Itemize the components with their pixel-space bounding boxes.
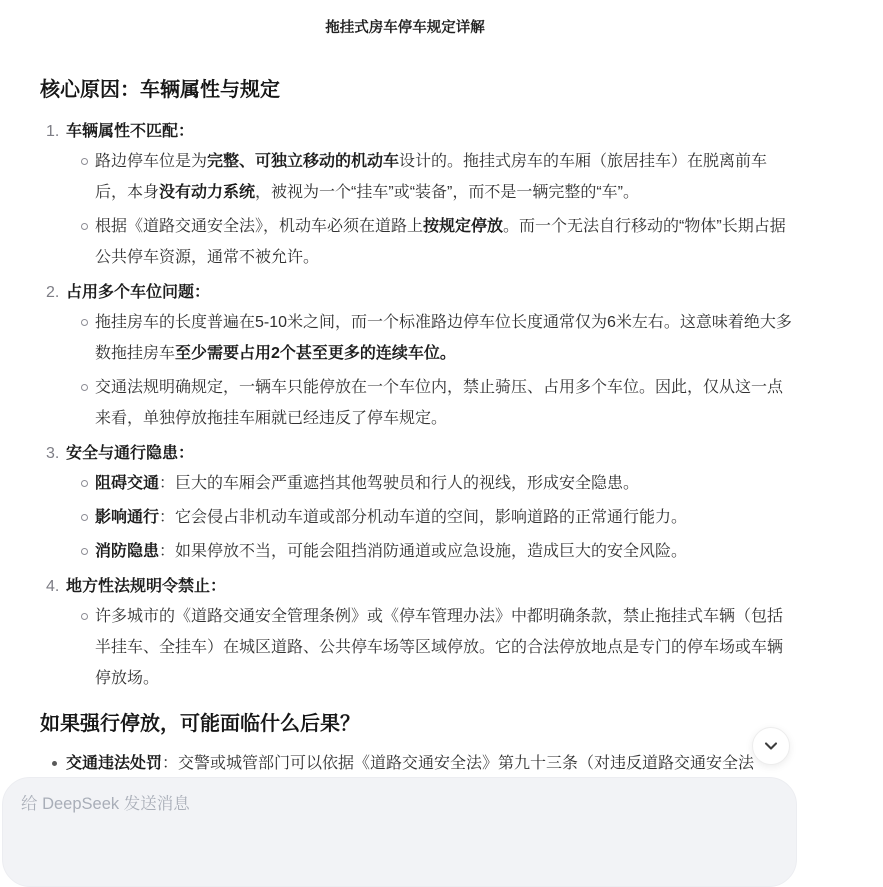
- chat-composer[interactable]: [2, 777, 797, 887]
- sub-bullet: [40, 146, 792, 208]
- scroll-to-bottom-button[interactable]: [752, 727, 790, 765]
- bullet-text: 许多城市的《道路交通安全管理条例》或《停车管理办法》中都明确条款，禁止拖挂式车辆（包括半挂车、全挂车）在城区道路、公共停车场等区域停放。它的合法停放地点是专门的停车场或车辆停放场。: [95, 608, 784, 687]
- list-item: [40, 573, 792, 694]
- section-heading-consequences: 如果强行停放，可能面临什么后果？: [40, 713, 360, 735]
- list-item-label-row: [40, 573, 792, 600]
- bullet-text: 拖挂房车的长度普遍在5-10米之间，而一个标准路边停车位长度通常仅为6米左右。这意味着绝大多数拖挂房车至少需要占用2个甚至更多的连续车位。: [95, 314, 792, 362]
- sub-bullet-list: [40, 307, 792, 434]
- list-item-label: 地方性法规明令禁止：: [66, 578, 227, 595]
- bullet-ring-icon: [81, 514, 88, 521]
- list-item-label-row: [40, 440, 792, 467]
- list-item-label: 车辆属性不匹配：: [66, 123, 195, 140]
- bullet-text: 消防隐患：如果停放不当，可能会阻挡消防通道或应急设施，造成巨大的安全风险。: [95, 543, 688, 560]
- bullet-text: 阻碍交通：巨大的车厢会严重遮挡其他驾驶员和行人的视线，形成安全隐患。: [95, 475, 640, 492]
- bullet-ring-icon: [81, 223, 88, 230]
- sub-bullet: [40, 211, 792, 273]
- bullet-ring-icon: [81, 384, 88, 391]
- bullet-ring-icon: [81, 319, 88, 326]
- sub-bullet: [40, 601, 792, 694]
- list-number: 1.: [46, 123, 60, 140]
- sub-bullet-list: [40, 146, 792, 273]
- sub-bullet-list: [40, 468, 792, 567]
- chat-input[interactable]: [3, 778, 796, 838]
- sub-bullet: [40, 502, 792, 533]
- reasons-list: [40, 118, 792, 694]
- conversation-title: 拖挂式房车停车规定详解: [325, 20, 485, 36]
- list-item-label-row: [40, 279, 792, 306]
- bullet-ring-icon: [81, 548, 88, 555]
- assistant-message: [40, 76, 792, 810]
- sub-bullet: [40, 468, 792, 499]
- bullet-text-line1: 交通违法处罚：交警或城管部门可以依据《道路交通安全法》第九十三条（对违反道路交通安全法: [66, 755, 755, 772]
- sub-bullet: [40, 307, 792, 369]
- bullet-ring-icon: [81, 613, 88, 620]
- chevron-down-icon: [763, 738, 779, 754]
- section-heading-core-reasons: 核心原因：车辆属性与规定: [40, 79, 280, 101]
- sub-bullet-list: [40, 601, 792, 694]
- sub-bullet: [40, 372, 792, 434]
- list-number: 3.: [46, 445, 60, 462]
- bullet-text: 路边停车位是为完整、可独立移动的机动车设计的。拖挂式房车的车厢（旅居挂车）在脱离前车后，本身没有动力系统，被视为一个“挂车”或“装备”，而不是一辆完整的“车”。: [95, 153, 768, 201]
- list-item-label: 安全与通行隐患：: [66, 445, 195, 462]
- list-item: [40, 279, 792, 434]
- bullet-disc-icon: [52, 761, 57, 766]
- bullet-ring-icon: [81, 480, 88, 487]
- list-item-label: 占用多个车位问题：: [66, 284, 211, 301]
- list-number: 2.: [46, 284, 60, 301]
- bullet-text: 根据《道路交通安全法》，机动车必须在道路上按规定停放。而一个无法自行移动的“物体”长期占据公共停车资源，通常不被允许。: [95, 218, 786, 266]
- sub-bullet: [40, 536, 792, 567]
- list-item: [40, 440, 792, 567]
- bullet-text: 影响通行：它会侵占非机动车道或部分机动车道的空间，影响道路的正常通行能力。: [95, 509, 688, 526]
- bullet-ring-icon: [81, 158, 88, 165]
- list-number: 4.: [46, 578, 60, 595]
- bullet-text: 交通法规明确规定，一辆车只能停放在一个车位内，禁止骑压、占用多个车位。因此，仅从这一点来看，单独停放拖挂车厢就已经违反了停车规定。: [95, 379, 784, 427]
- list-item-label-row: [40, 118, 792, 145]
- list-item: [40, 118, 792, 273]
